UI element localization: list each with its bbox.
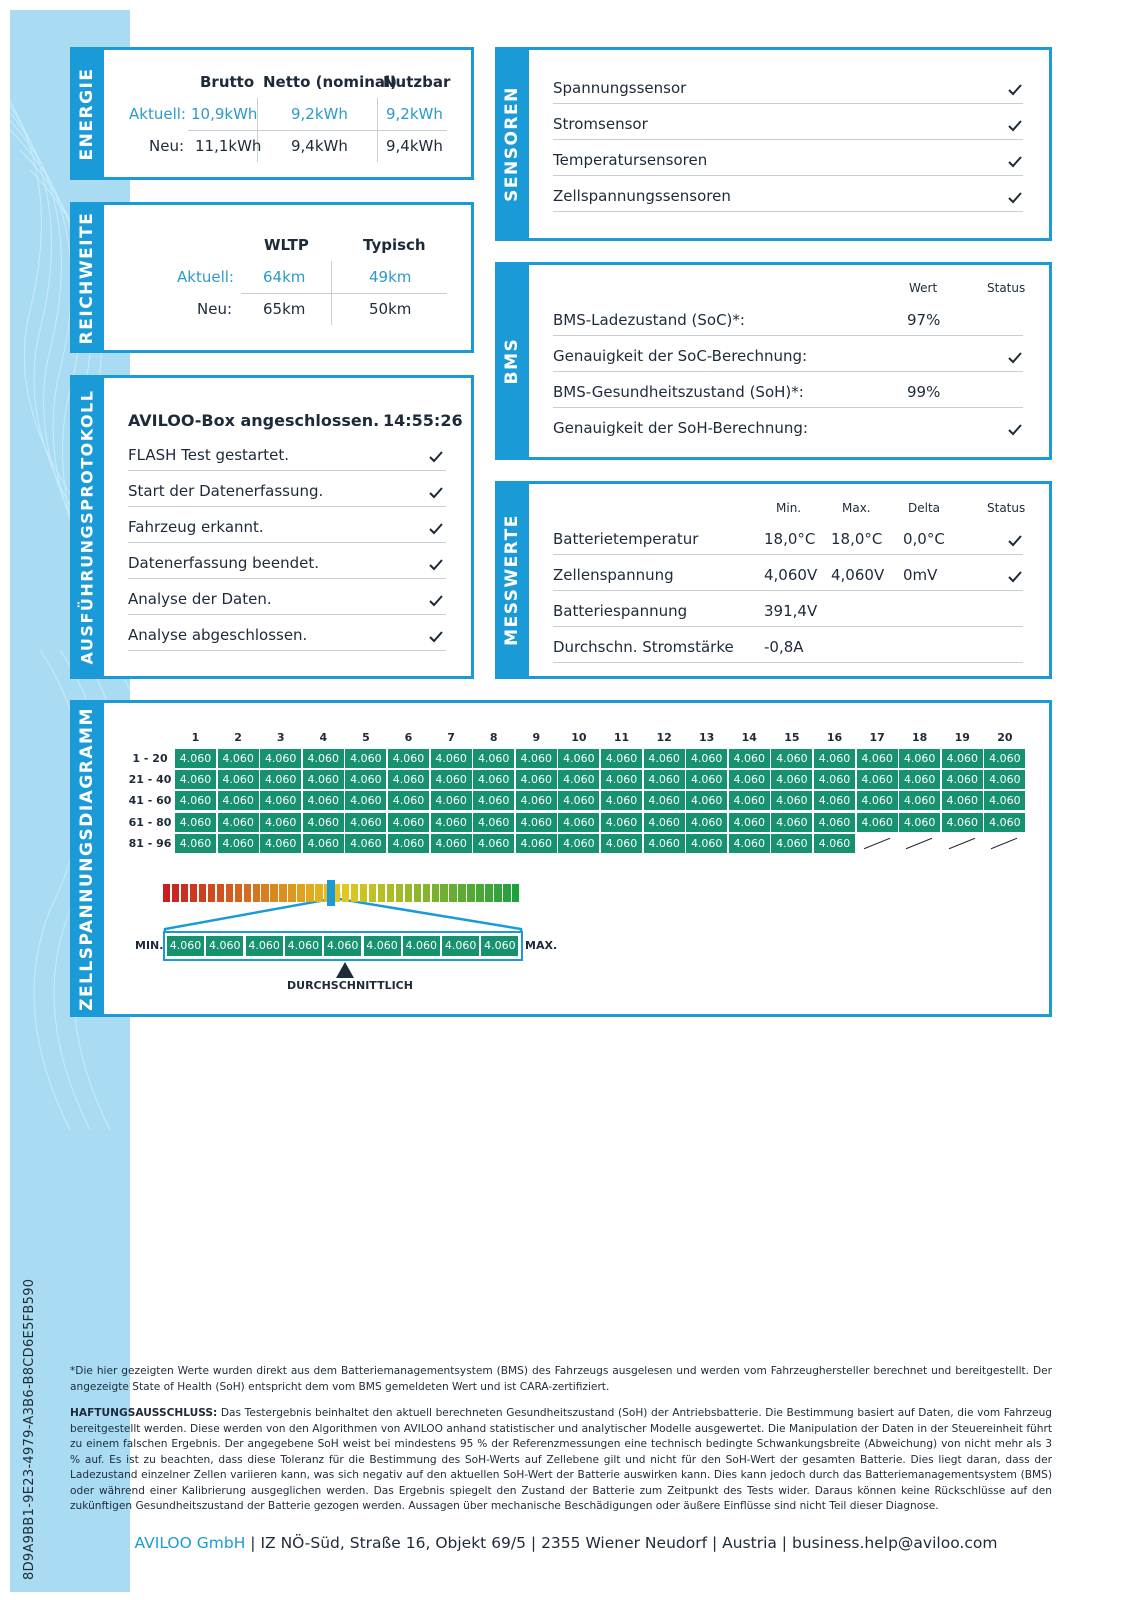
checkmark-icon [429, 631, 443, 643]
messwerte-col-max: Max. [842, 501, 871, 515]
row-divider [553, 662, 1023, 663]
row-divider [553, 371, 1023, 372]
cell-voltage-value: 4.060 [431, 770, 472, 789]
scale-value: 4.060 [442, 936, 479, 956]
energie-divider [188, 130, 447, 131]
checkmark-icon [1008, 84, 1022, 96]
cell-voltage-value: 4.060 [771, 749, 812, 768]
energie-header-brutto: Brutto [200, 73, 255, 91]
scale-segment [494, 884, 501, 902]
reichweite-header-typisch: Typisch [363, 236, 426, 254]
messwerte-row-label: Zellenspannung [553, 566, 674, 584]
scale-segment [297, 884, 304, 902]
messwerte-row-label: Batteriespannung [553, 602, 688, 620]
messwerte-row-delta: 0mV [903, 566, 938, 584]
checkmark-icon [1008, 424, 1022, 436]
energie-neu-nutzbar: 9,4kWh [386, 137, 443, 155]
reichweite-aktuell-wltp: 64km [263, 268, 306, 286]
cell-column-header: 8 [489, 731, 498, 744]
cell-voltage-value: 4.060 [175, 770, 216, 789]
cell-column-header: 15 [784, 731, 800, 744]
cell-voltage-value: 4.060 [558, 770, 599, 789]
cell-column-header: 9 [532, 731, 541, 744]
cell-voltage-value: 4.060 [729, 770, 770, 789]
cell-voltage-value: 4.060 [814, 813, 855, 832]
average-pointer-icon [335, 961, 355, 979]
cell-column-header: 5 [362, 731, 370, 744]
cell-column-header: 16 [826, 731, 843, 744]
messwerte-tab [495, 481, 529, 679]
scale-value: 4.060 [364, 936, 401, 956]
cell-column-header: 18 [912, 731, 928, 744]
cell-voltage-value: 4.060 [729, 791, 770, 810]
row-divider [128, 650, 446, 651]
empty-cell-mark [906, 838, 932, 849]
energie-header-nutzbar: Nutzbar [383, 73, 451, 91]
cell-voltage-value: 4.060 [303, 791, 344, 810]
row-divider [553, 335, 1023, 336]
cell-row-header: 21 - 40 [128, 773, 172, 787]
messwerte-title: MESSWERTE [502, 514, 522, 646]
bms-panel [495, 262, 1052, 460]
scale-segment [351, 884, 358, 902]
protokoll-item: Datenerfassung beendet. [128, 554, 320, 572]
cell-row-header: 81 - 96 [128, 836, 172, 850]
checkmark-icon [1008, 192, 1022, 204]
cell-voltage-value: 4.060 [175, 813, 216, 832]
disclaimer-label: HAFTUNGSAUSSCHLUSS: [70, 1407, 218, 1419]
cell-column-header: 20 [997, 731, 1013, 744]
cell-column-header: 11 [613, 731, 630, 744]
messwerte-row-min: 4,060V [764, 566, 818, 584]
reichweite-tab [70, 202, 104, 353]
cell-row-header: 41 - 60 [128, 794, 172, 808]
scale-segment [253, 884, 260, 902]
sensoren-tab [495, 47, 529, 241]
reichweite-aktuell-label: Aktuell: [177, 268, 234, 286]
reichweite-neu-wltp: 65km [263, 300, 306, 318]
bms-tab [495, 262, 529, 460]
cell-voltage-value: 4.060 [473, 749, 514, 768]
scale-segment [414, 884, 421, 902]
cell-column-header: 19 [954, 731, 970, 744]
cell-voltage-value: 4.060 [899, 791, 940, 810]
cell-voltage-value: 4.060 [644, 834, 685, 853]
checkmark-icon [1008, 120, 1022, 132]
cell-voltage-value: 4.060 [686, 834, 727, 853]
cell-voltage-value: 4.060 [729, 834, 770, 853]
sensor-item: Zellspannungssensoren [553, 187, 731, 205]
protokoll-item: Analyse abgeschlossen. [128, 626, 308, 644]
bms-row-value: 97% [907, 311, 941, 329]
scale-segment [244, 884, 251, 902]
messwerte-col-status: Status [987, 501, 1026, 515]
scale-value: 4.060 [246, 936, 283, 956]
scale-segment [235, 884, 242, 902]
footer-address: | IZ NÖ-Süd, Straße 16, Objekt 69/5 | 2355 Wiener Neudorf | Austria | business.help@aviloo.com [250, 1534, 998, 1552]
cell-voltage-value: 4.060 [644, 813, 685, 832]
bms-row-value: 99% [907, 383, 941, 401]
scale-value: 4.060 [206, 936, 243, 956]
cell-voltage-value: 4.060 [686, 813, 727, 832]
energie-panel [70, 47, 474, 180]
scale-value: 4.060 [403, 936, 440, 956]
scale-segment [190, 884, 197, 902]
cell-voltage-value: 4.060 [771, 770, 812, 789]
cell-voltage-value: 4.060 [644, 770, 685, 789]
cell-voltage-value: 4.060 [644, 749, 685, 768]
cell-voltage-value: 4.060 [388, 791, 429, 810]
scale-segment [181, 884, 188, 902]
scale-segment [503, 884, 510, 902]
cell-voltage-value: 4.060 [260, 791, 301, 810]
cell-voltage-value: 4.060 [601, 813, 642, 832]
zellspannung-title: ZELLSPANNUNGSDIAGRAMM [77, 706, 97, 1011]
cell-voltage-value: 4.060 [899, 770, 940, 789]
cell-voltage-value: 4.060 [814, 770, 855, 789]
bms-title: BMS [502, 337, 522, 385]
row-divider [553, 211, 1023, 212]
cell-voltage-value: 4.060 [218, 813, 259, 832]
disclaimer-block [70, 1406, 1052, 1515]
cell-voltage-value: 4.060 [857, 749, 898, 768]
cell-voltage-value: 4.060 [942, 791, 983, 810]
cell-column-header: 6 [404, 731, 413, 744]
cell-voltage-value: 4.060 [984, 770, 1025, 789]
protokoll-panel [70, 375, 474, 679]
cell-voltage-value: 4.060 [558, 813, 599, 832]
cell-voltage-value: 4.060 [601, 749, 642, 768]
cell-voltage-value: 4.060 [218, 770, 259, 789]
sensoren-panel [495, 47, 1052, 241]
cell-voltage-value: 4.060 [558, 749, 599, 768]
cell-voltage-value: 4.060 [984, 791, 1025, 810]
row-divider [553, 626, 1023, 627]
cell-voltage-value: 4.060 [516, 770, 557, 789]
scale-segment [485, 884, 492, 902]
energie-header-netto: Netto (nominal) [263, 73, 398, 91]
scale-segment [423, 884, 430, 902]
cell-voltage-value: 4.060 [899, 813, 940, 832]
cell-column-header: 4 [319, 731, 328, 744]
cell-voltage-value: 4.060 [814, 834, 855, 853]
cell-column-header: 17 [869, 731, 885, 744]
cell-voltage-value: 4.060 [303, 813, 344, 832]
sensoren-title: SENSOREN [502, 86, 522, 202]
cell-voltage-value: 4.060 [984, 749, 1025, 768]
checkmark-icon [429, 451, 443, 463]
cell-voltage-value: 4.060 [431, 834, 472, 853]
cell-voltage-value: 4.060 [686, 749, 727, 768]
scale-avg-label: DURCHSCHNITTLICH [287, 979, 413, 992]
cell-row-header: 1 - 20 [132, 752, 168, 765]
messwerte-row-min: 18,0°C [764, 530, 816, 548]
scale-segment [378, 884, 385, 902]
messwerte-row-label: Batterietemperatur [553, 530, 699, 548]
scale-value: 4.060 [285, 936, 322, 956]
messwerte-panel [495, 481, 1052, 679]
cell-voltage-value: 4.060 [175, 749, 216, 768]
scale-segment [208, 884, 215, 902]
empty-cell-mark [991, 838, 1017, 849]
cell-voltage-value: 4.060 [516, 834, 557, 853]
scale-segment [270, 884, 277, 902]
cell-voltage-value: 4.060 [218, 834, 259, 853]
checkmark-icon [429, 487, 443, 499]
energie-col-divider [377, 98, 378, 162]
protokoll-title: AUSFÜHRUNGSPROTOKOLL [77, 389, 97, 665]
cell-voltage-value: 4.060 [218, 749, 259, 768]
reichweite-title: REICHWEITE [77, 211, 97, 344]
empty-cell-mark [949, 838, 975, 849]
checkmark-icon [1008, 535, 1022, 547]
cell-voltage-value: 4.060 [303, 770, 344, 789]
cell-voltage-value: 4.060 [473, 770, 514, 789]
scale-segment [217, 884, 224, 902]
bms-col-wert: Wert [909, 281, 938, 295]
checkmark-icon [429, 523, 443, 535]
cell-voltage-value: 4.060 [473, 791, 514, 810]
checkmark-icon [429, 595, 443, 607]
cell-voltage-value: 4.060 [516, 791, 557, 810]
cell-voltage-value: 4.060 [601, 770, 642, 789]
bms-row-label: Genauigkeit der SoH-Berechnung: [553, 419, 808, 437]
scale-segment [199, 884, 206, 902]
cell-voltage-value: 4.060 [771, 791, 812, 810]
cell-voltage-value: 4.060 [473, 834, 514, 853]
cell-voltage-value: 4.060 [175, 834, 216, 853]
scale-segment [279, 884, 286, 902]
cell-column-header: 10 [571, 731, 587, 744]
cell-voltage-value: 4.060 [601, 834, 642, 853]
cell-column-header: 2 [234, 731, 242, 744]
reichweite-divider [241, 293, 447, 294]
scale-segment [369, 884, 376, 902]
footer-company: AVILOO GmbH [134, 1534, 246, 1552]
cell-voltage-value: 4.060 [857, 813, 898, 832]
bms-row-label: BMS-Gesundheitszustand (SoH)*: [553, 383, 804, 401]
protokoll-tab [70, 375, 104, 679]
cell-voltage-value: 4.060 [260, 749, 301, 768]
reichweite-neu-label: Neu: [197, 300, 233, 318]
scale-current-marker [327, 880, 335, 906]
energie-neu-label: Neu: [149, 137, 185, 155]
cell-voltage-value: 4.060 [345, 770, 386, 789]
scale-max-label: MAX. [525, 939, 558, 952]
scale-segment [405, 884, 412, 902]
scale-min-label: MIN. [135, 939, 164, 952]
cell-row-header: 61 - 80 [128, 815, 172, 829]
cell-voltage-value: 4.060 [558, 791, 599, 810]
cell-voltage-value: 4.060 [388, 813, 429, 832]
row-divider [128, 506, 446, 507]
cell-voltage-value: 4.060 [814, 791, 855, 810]
sensor-item: Temperatursensoren [553, 151, 708, 169]
cell-voltage-value: 4.060 [431, 813, 472, 832]
scale-segment [440, 884, 447, 902]
checkmark-icon [1008, 352, 1022, 364]
scale-segment [226, 884, 233, 902]
cell-voltage-value: 4.060 [857, 791, 898, 810]
cell-voltage-value: 4.060 [345, 791, 386, 810]
checkmark-icon [1008, 571, 1022, 583]
protokoll-item: Start der Datenerfassung. [128, 482, 324, 500]
scale-segment [288, 884, 295, 902]
cell-voltage-value: 4.060 [473, 813, 514, 832]
scale-segment [432, 884, 439, 902]
document-id: 8D9A9BB1-9E23-4979-A3B6-B8CD6E5FB590 [22, 1278, 37, 1580]
messwerte-row-max: 18,0°C [831, 530, 883, 548]
row-divider [128, 614, 446, 615]
energie-neu-netto: 9,4kWh [291, 137, 348, 155]
messwerte-row-label: Durchschn. Stromstärke [553, 638, 734, 656]
reichweite-aktuell-typisch: 49km [369, 268, 412, 286]
energie-neu-brutto: 11,1kWh [195, 137, 262, 155]
reichweite-col-divider [331, 261, 332, 325]
cell-voltage-value: 4.060 [260, 813, 301, 832]
cell-voltage-value: 4.060 [814, 749, 855, 768]
messwerte-row-delta: 0,0°C [903, 530, 945, 548]
scale-segment [476, 884, 483, 902]
cell-voltage-value: 4.060 [729, 749, 770, 768]
bms-col-status: Status [987, 281, 1026, 295]
energie-aktuell-brutto: 10,9kWh [191, 105, 258, 123]
scale-segment [261, 884, 268, 902]
scale-segment [172, 884, 179, 902]
row-divider [128, 542, 446, 543]
scale-segment [449, 884, 456, 902]
cell-voltage-value: 4.060 [686, 770, 727, 789]
row-divider [553, 554, 1023, 555]
cell-voltage-value: 4.060 [857, 770, 898, 789]
scale-segment [387, 884, 394, 902]
scale-segment [163, 884, 170, 902]
scale-segment [360, 884, 367, 902]
protokoll-item: Fahrzeug erkannt. [128, 518, 264, 536]
scale-segment [306, 884, 313, 902]
disclaimer-text: Das Testergebnis beinhaltet den aktuell berechneten Gesundheitszustand (SoH) der Antriebsbatterie. Die Bestimmung basiert auf Daten, die vom Fahrzeug bereitgestellt werden. Diese werden von den Algorithmen von AVILOO anhand statistischer und analytischer Modelle ausgewertet. Die Manipulation der Daten in der Steuereinheit führt zu einem falschen Ergebnis. Der angegebene SoH weist bei mindestens 95 % der Referenzmessungen eine technisch bedingte Schwankungsbreite (Abweichung) von nicht mehr als 3 % auf. Es ist zu beachten, dass diese Toleranz für die Bestimmung des SoH-Werts auf Zellebene gilt und nicht für den SoH-Wert der gesamten Batterie. Dies liegt daran, dass der Ladezustand einzelner Zellen variieren kann, was sich negativ auf den aktuellen SoH-Wert der Batterie auswirken kann. Dies kann jedoch durch das Batteriemanagementsystem (BMS) oder während einer Kalibrierung ausgeglichen werden. Das Ergebnis spiegelt den Zustand der Batterie zum Zeitpunkt des Tests wider. Daraus können keine Rückschlüsse auf den zukünftigen Gesundheitszustand der Batterie gezogen werden. Aussagen über mechanische Beschädigungen oder äußere Einflüsse sind nicht Teil dieser Diagnose. [70, 1407, 1053, 1512]
cell-column-header: 7 [447, 731, 455, 744]
cell-voltage-value: 4.060 [260, 834, 301, 853]
row-divider [553, 590, 1023, 591]
cell-voltage-value: 4.060 [431, 749, 472, 768]
reichweite-neu-typisch: 50km [369, 300, 412, 318]
cell-voltage-value: 4.060 [771, 834, 812, 853]
scale-segment [315, 884, 322, 902]
row-divider [553, 175, 1023, 176]
scale-segment [467, 884, 474, 902]
energie-aktuell-nutzbar: 9,2kWh [386, 105, 443, 123]
scale-value: 4.060 [481, 936, 518, 956]
reichweite-panel [70, 202, 474, 353]
scale-segment [396, 884, 403, 902]
protokoll-item: Analyse der Daten. [128, 590, 272, 608]
cell-voltage-value: 4.060 [345, 749, 386, 768]
cell-column-header: 14 [741, 731, 757, 744]
cell-voltage-value: 4.060 [431, 791, 472, 810]
row-divider [553, 407, 1023, 408]
messwerte-row-max: 4,060V [831, 566, 885, 584]
cell-voltage-value: 4.060 [260, 770, 301, 789]
cell-voltage-value: 4.060 [942, 749, 983, 768]
cell-column-header: 3 [276, 731, 285, 744]
sensor-item: Spannungssensor [553, 79, 687, 97]
bms-row-label: BMS-Ladezustand (SoC)*: [553, 311, 745, 329]
cell-voltage-value: 4.060 [899, 749, 940, 768]
scale-segment [458, 884, 465, 902]
cell-voltage-value: 4.060 [388, 834, 429, 853]
cell-voltage-value: 4.060 [345, 813, 386, 832]
checkmark-icon [429, 559, 443, 571]
cell-voltage-value: 4.060 [516, 813, 557, 832]
cell-column-header: 13 [699, 731, 715, 744]
empty-cell-mark [863, 838, 889, 849]
reichweite-header-wltp: WLTP [264, 236, 309, 254]
footnote-text: *Die hier gezeigten Werte wurden direkt aus dem Batteriemanagementsystem (BMS) des Fahrzeugs ausgelesen und werden vom Fahrzeughersteller berechnet und bereitgestellt. Der angezeigte State of Health (SoH) entspricht dem vom BMS gemeldeten Wert und ist CARA-zertifiziert. [70, 1365, 1052, 1393]
cell-voltage-value: 4.060 [558, 834, 599, 853]
protokoll-header: AVILOO-Box angeschlossen. [128, 411, 380, 430]
sensor-item: Stromsensor [553, 115, 648, 133]
cell-voltage-value: 4.060 [175, 791, 216, 810]
row-divider [128, 470, 446, 471]
bms-row-label: Genauigkeit der SoC-Berechnung: [553, 347, 808, 365]
messwerte-row-min: 391,4V [764, 602, 818, 620]
cell-voltage-value: 4.060 [303, 749, 344, 768]
energie-tab [70, 47, 104, 180]
cell-voltage-value: 4.060 [729, 813, 770, 832]
scale-segment [342, 884, 349, 902]
cell-column-header: 1 [191, 731, 200, 744]
cell-voltage-value: 4.060 [303, 834, 344, 853]
cell-voltage-value: 4.060 [218, 791, 259, 810]
zellspannung-panel [70, 700, 1052, 1017]
cell-column-header: 12 [656, 731, 672, 744]
messwerte-row-min: -0,8A [764, 638, 804, 656]
cell-voltage-value: 4.060 [516, 749, 557, 768]
energie-aktuell-label: Aktuell: [129, 105, 186, 123]
cell-voltage-value: 4.060 [345, 834, 386, 853]
cell-voltage-value: 4.060 [771, 813, 812, 832]
energie-aktuell-netto: 9,2kWh [291, 105, 348, 123]
protokoll-item: FLASH Test gestartet. [128, 446, 290, 464]
checkmark-icon [1008, 156, 1022, 168]
cell-voltage-value: 4.060 [388, 770, 429, 789]
cell-voltage-value: 4.060 [686, 791, 727, 810]
cell-voltage-value: 4.060 [984, 813, 1025, 832]
cell-voltage-value: 4.060 [942, 770, 983, 789]
scale-value: 4.060 [324, 936, 361, 956]
energie-title: ENERGIE [77, 67, 97, 160]
row-divider [553, 139, 1023, 140]
scale-segment [512, 884, 519, 902]
row-divider [128, 578, 446, 579]
zellspannung-tab [70, 700, 104, 1017]
scale-value: 4.060 [167, 936, 204, 956]
row-divider [553, 103, 1023, 104]
cell-voltage-value: 4.060 [644, 791, 685, 810]
cell-voltage-value: 4.060 [601, 791, 642, 810]
footer-address-line [0, 1534, 1132, 1552]
cell-voltage-value: 4.060 [942, 813, 983, 832]
protokoll-time: 14:55:26 [383, 411, 463, 430]
messwerte-col-delta: Delta [908, 501, 941, 515]
cell-voltage-value: 4.060 [388, 749, 429, 768]
messwerte-col-min: Min. [776, 501, 802, 515]
